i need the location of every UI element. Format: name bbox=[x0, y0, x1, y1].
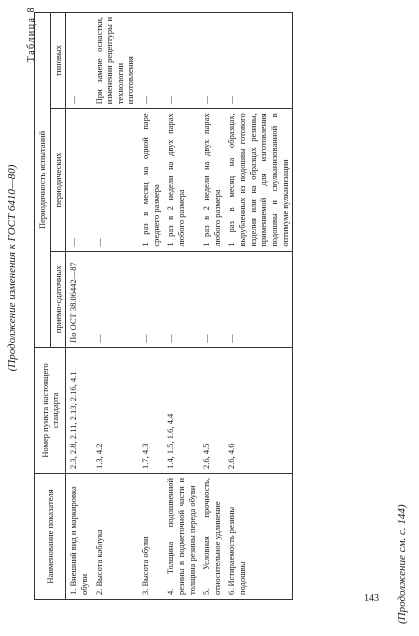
cell-clause: 1.4, 1.5, 1.6, 4.4 bbox=[163, 347, 199, 473]
header-clause-number: Номер пункта настоящего стандарта bbox=[35, 347, 66, 473]
cell-name: 3. Высота обуви bbox=[138, 473, 163, 599]
header-indicator-name: Наименование показателя bbox=[35, 473, 66, 599]
cell-name: 4. Толщина подошвенной резины в подметочной части и толщина резины переда обуви bbox=[163, 473, 199, 599]
table-row bbox=[224, 13, 292, 600]
table-label: Таблица 8 bbox=[26, 6, 37, 63]
table-row bbox=[92, 13, 139, 600]
cell-clause: 2.3, 2.8, 2.11, 2.13, 2.16, 4.1 bbox=[66, 347, 92, 473]
cell-type: — bbox=[66, 13, 92, 109]
page-number: 143 bbox=[364, 593, 379, 604]
cell-clause: 2.6, 4.6 bbox=[224, 347, 292, 473]
cell-type: — bbox=[138, 13, 163, 109]
header-type: типовых bbox=[50, 13, 66, 109]
cell-name: 1. Внешний вид и маркировка обуви bbox=[66, 473, 92, 599]
cell-type: — bbox=[163, 13, 199, 109]
cell-acceptance: — bbox=[199, 251, 224, 347]
cell-acceptance: — bbox=[224, 251, 292, 347]
cell-name: 5. Условная прочность, относительное удлинение bbox=[199, 473, 224, 599]
cell-periodic: — bbox=[92, 109, 139, 251]
cell-type: — bbox=[199, 13, 224, 109]
cell-periodic: 1 раз в 2 недели на двух парах любого размера bbox=[199, 109, 224, 251]
cell-clause: 2.6, 4.5 bbox=[199, 347, 224, 473]
continuation-header: (Продолжение изменения к ГОСТ 6410—80) bbox=[6, 164, 18, 372]
table-row bbox=[66, 13, 92, 600]
cell-acceptance: — bbox=[163, 251, 199, 347]
cell-name: 2. Высота каблука bbox=[92, 473, 139, 599]
cell-periodic: 1 раз в 2 недели на двух парах любого размера bbox=[163, 109, 199, 251]
cell-acceptance: — bbox=[138, 251, 163, 347]
test-periodicity-table bbox=[34, 12, 293, 600]
cell-type: — bbox=[224, 13, 292, 109]
cell-clause: 1.7, 4.3 bbox=[138, 347, 163, 473]
table-row bbox=[163, 13, 199, 600]
table-row bbox=[199, 13, 224, 600]
header-acceptance: приемо-сдаточных bbox=[50, 251, 66, 347]
header-test-periodicity: Периодичность испытаний bbox=[35, 13, 51, 348]
cell-acceptance: — bbox=[92, 251, 139, 347]
continued-note: (Продолжение см. с. 144) bbox=[396, 504, 408, 624]
cell-type: При замене оснастки, изменении рецептуры и технологии изготовления bbox=[92, 13, 139, 109]
cell-periodic: 1 раз в месяц на одной паре среднего размера bbox=[138, 109, 163, 251]
cell-periodic: 1 раз в месяц на образцах, вырубленных из подошвы готового изделия или на образцах резины, применяемой для изготовления подошвы и свулканизованной в оптимуме вулканизации bbox=[224, 109, 292, 251]
cell-acceptance: По ОСТ 38.06442—87 bbox=[66, 251, 92, 347]
cell-clause: 1.3, 4.2 bbox=[92, 347, 139, 473]
header-periodic: периодических bbox=[50, 109, 66, 251]
cell-name: 6. Истираемость резины подошвы bbox=[224, 473, 292, 599]
table-row bbox=[138, 13, 163, 600]
cell-periodic: — bbox=[66, 109, 92, 251]
